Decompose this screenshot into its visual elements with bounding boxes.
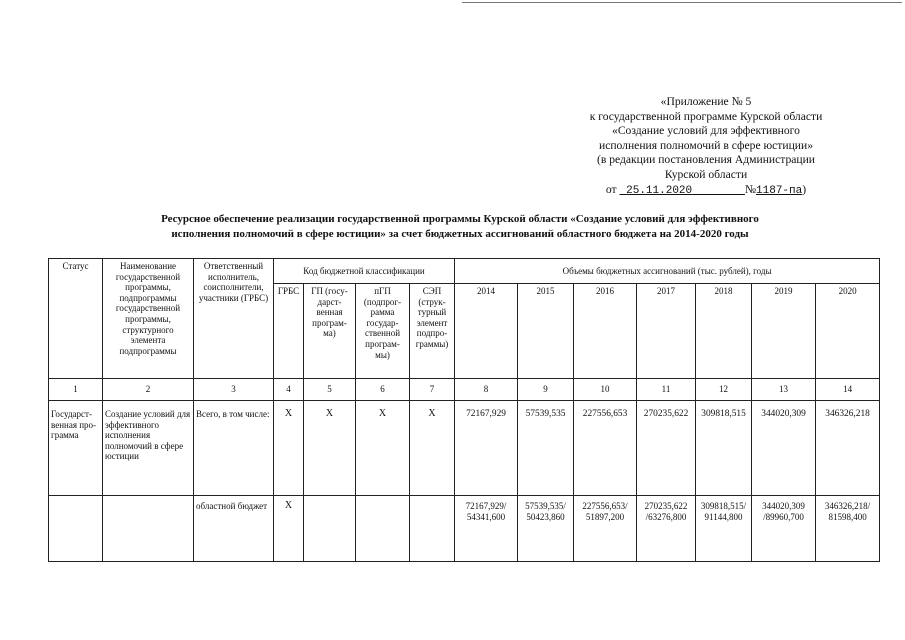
header-volumes: Объемы бюджетных ассигнований (тыс. рублей), годы xyxy=(455,259,880,284)
appendix-line: Курской области xyxy=(664,167,748,181)
column-number: 14 xyxy=(816,379,880,401)
cell-value: 227556,653/ 51897,200 xyxy=(574,496,637,562)
appendix-date-line xyxy=(530,183,882,199)
column-number: 9 xyxy=(518,379,574,401)
budget-table xyxy=(48,258,880,562)
top-rule xyxy=(462,2,902,3)
cell-value: 346326,218 xyxy=(816,401,880,496)
cell-gp: Х xyxy=(304,401,356,496)
cell-value: 227556,653 xyxy=(574,401,637,496)
cell-status: Государст-венная про-грамма xyxy=(49,401,103,496)
header-year: 2017 xyxy=(637,284,696,379)
column-number: 3 xyxy=(194,379,274,401)
cell-value: 309818,515 xyxy=(696,401,752,496)
cell-sep: Х xyxy=(410,401,455,496)
document-title xyxy=(60,212,860,241)
header-name: Наименование государственной программы, подпрограммы государственной программы, структурного элемента подпрограммы xyxy=(103,259,194,379)
table-row xyxy=(49,401,880,496)
column-number: 2 xyxy=(103,379,194,401)
header-year: 2018 xyxy=(696,284,752,379)
column-number: 6 xyxy=(356,379,410,401)
date-value: 25.11.2020 xyxy=(626,184,693,197)
cell-value: 57539,535/ 50423,860 xyxy=(518,496,574,562)
cell-value: 72167,929 xyxy=(455,401,518,496)
title-line: Ресурсное обеспечение реализации государственной программы Курской области «Создание условий для эффективного xyxy=(161,213,759,225)
cell-value: 270235,622 /63276,800 xyxy=(637,496,696,562)
appendix-line: «Создание условий для эффективного xyxy=(612,124,800,138)
cell-name xyxy=(103,496,194,562)
cell-value: 344020,309 /89960,700 xyxy=(752,496,816,562)
cell-value: 57539,535 xyxy=(518,401,574,496)
cell-name: Создание условий для эффективного исполнения полномочий в сфере юстиции xyxy=(103,401,194,496)
number-prefix: № xyxy=(744,182,757,196)
header-classification: Код бюджетной классификации xyxy=(274,259,455,284)
number-value: 1187-па xyxy=(756,184,803,197)
appendix-line: к государственной программе Курской области xyxy=(589,109,823,123)
header-grbs: ГРБС xyxy=(274,284,304,379)
date-prefix: от xyxy=(605,182,617,196)
header-year: 2020 xyxy=(816,284,880,379)
cell-sep xyxy=(410,496,455,562)
header-responsible: Ответственный исполнитель, соисполнители, участники (ГРБС) xyxy=(194,259,274,379)
header-year: 2016 xyxy=(574,284,637,379)
header-gp: ГП (госу-дарст-венная програм-ма) xyxy=(304,284,356,379)
cell-pgp: Х xyxy=(356,401,410,496)
cell-value: 346326,218/ 81598,400 xyxy=(816,496,880,562)
appendix-line: (в редакции постановления Администрации xyxy=(596,153,816,167)
header-year: 2014 xyxy=(455,284,518,379)
title-line: исполнения полномочий в сфере юстиции» за счет бюджетных ассигнований областного бюджета на 2014-2020 годы xyxy=(171,227,749,240)
cell-value: 344020,309 xyxy=(752,401,816,496)
cell-responsible: областной бюджет xyxy=(194,496,274,562)
header-pgp: пГП (подпрог-рамма государ-ственной програм-мы) xyxy=(356,284,410,379)
header-status: Статус xyxy=(49,259,103,379)
appendix-line: исполнения полномочий в сфере юстиции» xyxy=(598,138,813,152)
cell-responsible: Всего, в том числе: xyxy=(194,401,274,496)
column-number: 7 xyxy=(410,379,455,401)
table-row xyxy=(49,496,880,562)
column-number: 8 xyxy=(455,379,518,401)
appendix-line: «Приложение № 5 xyxy=(660,95,752,108)
column-number: 1 xyxy=(49,379,103,401)
header-year: 2015 xyxy=(518,284,574,379)
column-number: 10 xyxy=(574,379,637,401)
cell-grbs: Х xyxy=(274,496,304,562)
cell-value: 270235,622 xyxy=(637,401,696,496)
header-sep: СЭП (струк-турный элемент подпро-граммы) xyxy=(410,284,455,379)
cell-pgp xyxy=(356,496,410,562)
cell-status xyxy=(49,496,103,562)
column-number: 11 xyxy=(637,379,696,401)
column-number: 4 xyxy=(274,379,304,401)
column-number: 13 xyxy=(752,379,816,401)
column-number: 5 xyxy=(304,379,356,401)
appendix-block xyxy=(530,95,882,198)
cell-gp xyxy=(304,496,356,562)
cell-grbs: Х xyxy=(274,401,304,496)
column-number: 12 xyxy=(696,379,752,401)
cell-value: 72167,929/ 54341,600 xyxy=(455,496,518,562)
cell-value: 309818,515/ 91144,800 xyxy=(696,496,752,562)
closing-paren: ) xyxy=(802,182,807,196)
header-year: 2019 xyxy=(752,284,816,379)
